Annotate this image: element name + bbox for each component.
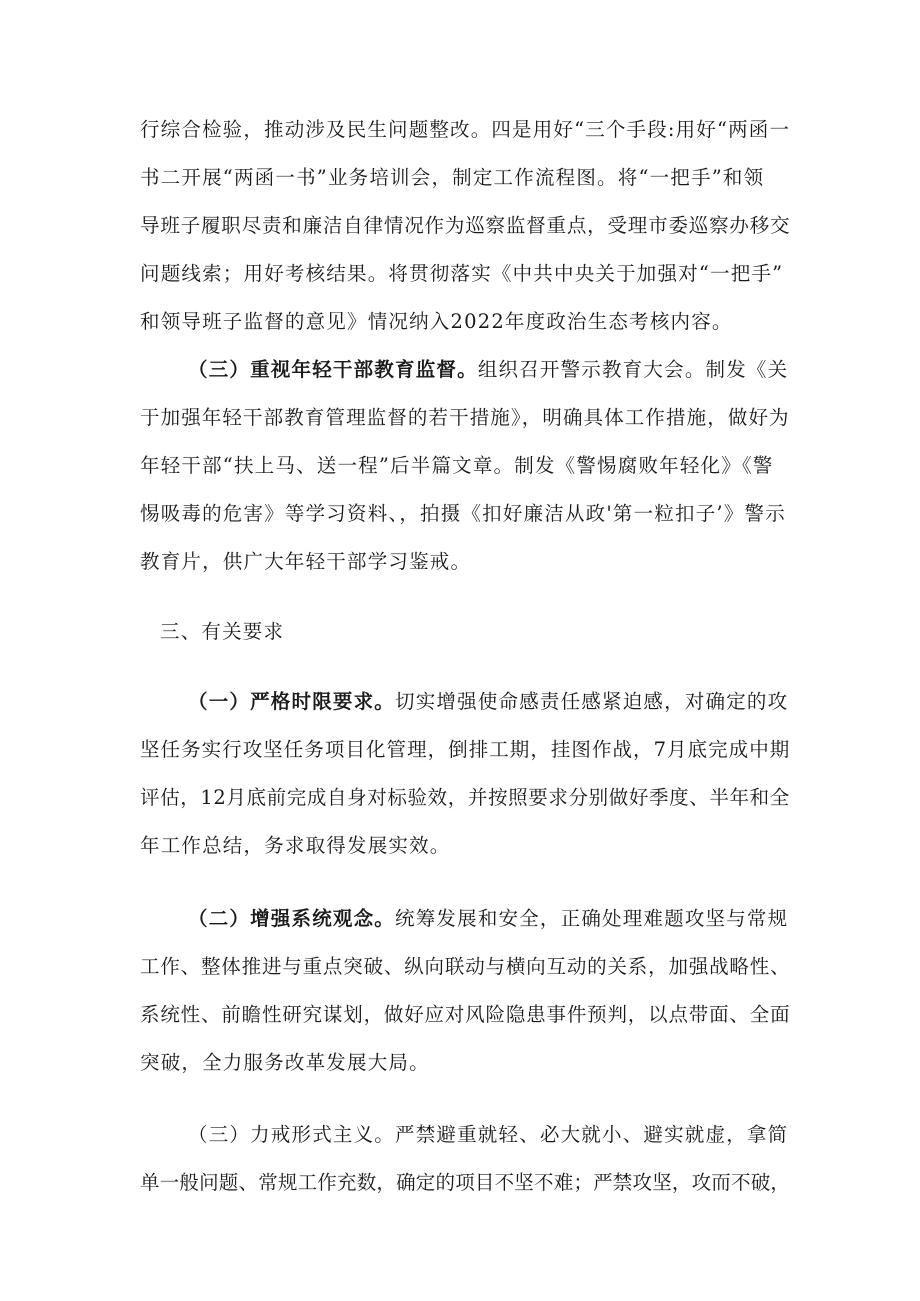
paragraph-line: 于加强年轻干部教育管理监督的若干措施》，明确具体工作措施，做好为: [140, 406, 790, 429]
paragraph-line: 年工作总结，务求取得发展实效。: [140, 834, 451, 857]
paragraph-line: 惕吸毒的危害》等学习资料、，拍摄《扣好廉洁从政'第一粒扣子’》警示: [140, 502, 786, 525]
paragraph-heading: （三）重视年轻干部教育监督。: [188, 358, 478, 381]
paragraph-heading: （一）严格时限要求。: [188, 690, 396, 713]
paragraph-line: 书二开展“两函一书”业务培训会，制定工作流程图。将“一把手”和领: [140, 166, 765, 189]
paragraph-line: 行综合检验，推动涉及民生问题整改。四是用好“三个手段:用好“两函一: [140, 118, 791, 141]
paragraph-line: 系统性、前瞻性研究谋划，做好应对风险隐患事件预判，以点带面、全面: [140, 1003, 791, 1026]
paragraph-first-line: [188, 357, 788, 383]
paragraph-line: 导班子履职尽责和廉洁自律情况作为巡察监督重点，受理市委巡察办移交: [140, 214, 791, 237]
paragraph-line: 坚任务实行攻坚任务项目化管理，倒排工期，挂图作战，7月底完成中期: [140, 738, 791, 761]
section-heading: 三、有关要求: [160, 620, 285, 643]
paragraph-line: 和领导班子监督的意见》情况纳入2022年度政治生态考核内容。: [140, 310, 733, 333]
paragraph-line: 工作、整体推进与重点突破、纵向联动与横向互动的关系，加强战略性、: [140, 955, 791, 978]
paragraph-line: 评估，12月底前完成自身对标验效，并按照要求分别做好季度、半年和全: [140, 786, 790, 809]
paragraph-line: 问题线索；用好考核结果。将贯彻落实《中共中央关于加强对“一把手”: [140, 262, 784, 285]
paragraph-first-line: （三）力戒形式主义。严禁避重就轻、必大就小、避实就虚，拿简: [188, 1123, 789, 1146]
paragraph-line: 单一般问题、常规工作充数，确定的项目不坚不难；严禁攻坚，攻而不破，: [140, 1171, 791, 1194]
paragraph-line: 年轻干部“扶上马、送一程”后半篇文章。制发《警惕腐败年轻化》《警: [140, 454, 774, 477]
paragraph-first-line: [188, 689, 788, 715]
paragraph-line: 突破，全力服务改革发展大局。: [140, 1051, 430, 1074]
paragraph-heading: （二）增强系统观念。: [188, 907, 396, 930]
paragraph-first-line: [188, 906, 788, 932]
paragraph-text: 组织召开警示教育大会。制发《关: [477, 358, 789, 381]
paragraph-text: 切实增强使命感责任感紧迫感，对确定的攻: [395, 690, 789, 713]
paragraph-line: 教育片，供广大年轻干部学习鉴戒。: [140, 550, 472, 573]
paragraph-text: 统筹发展和安全，正确处理难题攻坚与常规: [395, 907, 789, 930]
